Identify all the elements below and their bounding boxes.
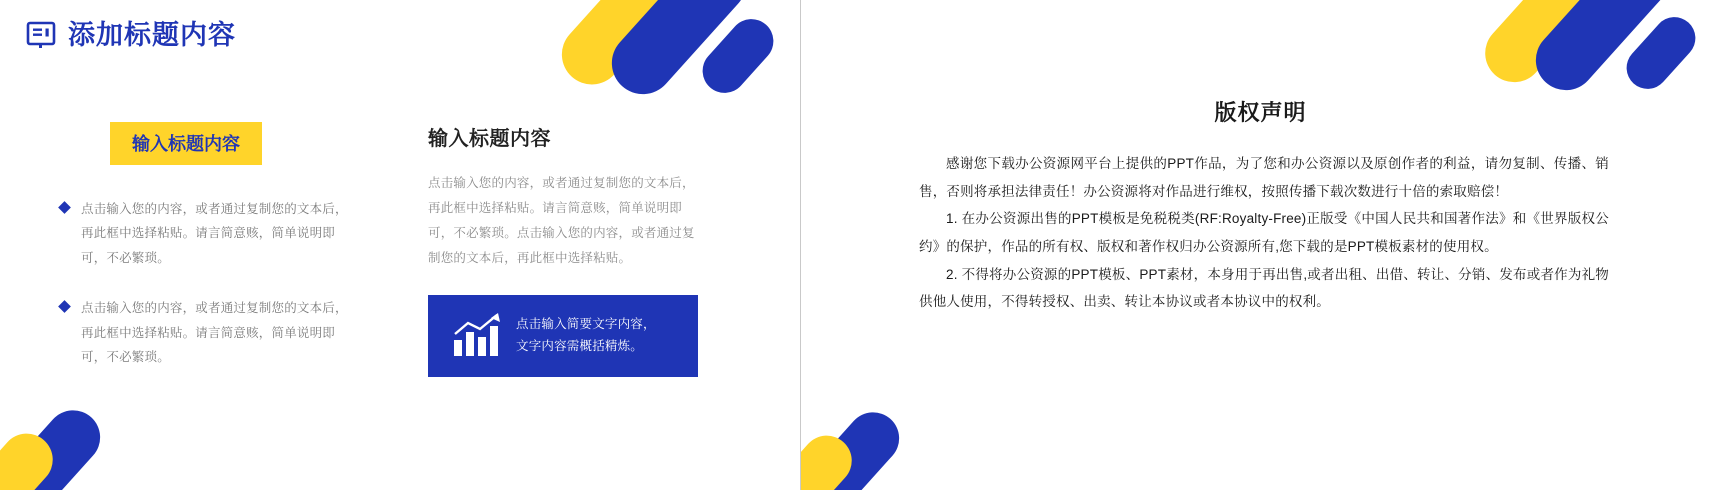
slide-header: [26, 20, 236, 50]
bar-chart-growth-icon: [450, 312, 506, 360]
copyright-paragraph: 2. 不得将办公资源的PPT模板、PPT素材，本身用于再出售,或者出租、出借、转让、分销、发布或者作为礼物供他人使用，不得转授权、出卖、转让本协议或者本协议中的权利。: [919, 266, 1609, 310]
highlight-callout-box: [428, 295, 698, 377]
section-heading: 输入标题内容: [428, 128, 551, 150]
section-body-text: 点击输入您的内容，或者通过复制您的文本后，再此框中选择粘贴。请言简意赅，简单说明即可，不必繁琐。点击输入您的内容，或者通过复制您的文本后，再此框中选择粘贴。: [428, 176, 695, 265]
middle-content-column: [428, 122, 698, 377]
list-item: [60, 197, 350, 270]
bullet-list: [60, 197, 350, 369]
slide-right: [801, 0, 1720, 490]
copyright-paragraph: 感谢您下载办公资源网平台上提供的PPT作品，为了您和办公资源以及原创作者的利益，请勿复制、传播、销售，否则将承担法律责任！办公资源将对作品进行维权，按照传播下载次数进行十倍的索取赔偿！: [919, 156, 1609, 199]
copyright-body: [919, 150, 1609, 316]
section-tag-label: 输入标题内容: [110, 122, 262, 165]
callout-line-1: 点击输入简要文字内容，: [516, 317, 656, 332]
copyright-title: 版权声明: [1214, 100, 1307, 125]
list-item: [60, 296, 350, 369]
callout-text: [516, 314, 656, 358]
callout-line-2: 文字内容需概括精炼。: [516, 339, 644, 353]
diamond-bullet-icon: [58, 201, 71, 214]
list-item-text: 点击输入您的内容，或者通过复制您的文本后，再此框中选择粘贴。请言简意赅，简单说明即可，不必繁琐。: [81, 301, 348, 364]
presentation-board-icon: [26, 20, 56, 50]
diamond-bullet-icon: [58, 300, 71, 313]
copyright-paragraph: 1. 在办公资源出售的PPT模板是免税税类(RF:Royalty-Free)正版受《中国人民共和国著作法》和《世界版权公约》的保护，作品的所有权、版权和著作权归办公资源所有,您下载的是PPT模板素材的使用权。: [919, 211, 1609, 255]
slide-left: [0, 0, 800, 490]
list-item-text: 点击输入您的内容，或者通过复制您的文本后，再此框中选择粘贴。请言简意赅，简单说明即可，不必繁琐。: [81, 202, 348, 265]
left-content-column: [60, 122, 350, 395]
page-title: 添加标题内容: [68, 19, 236, 50]
